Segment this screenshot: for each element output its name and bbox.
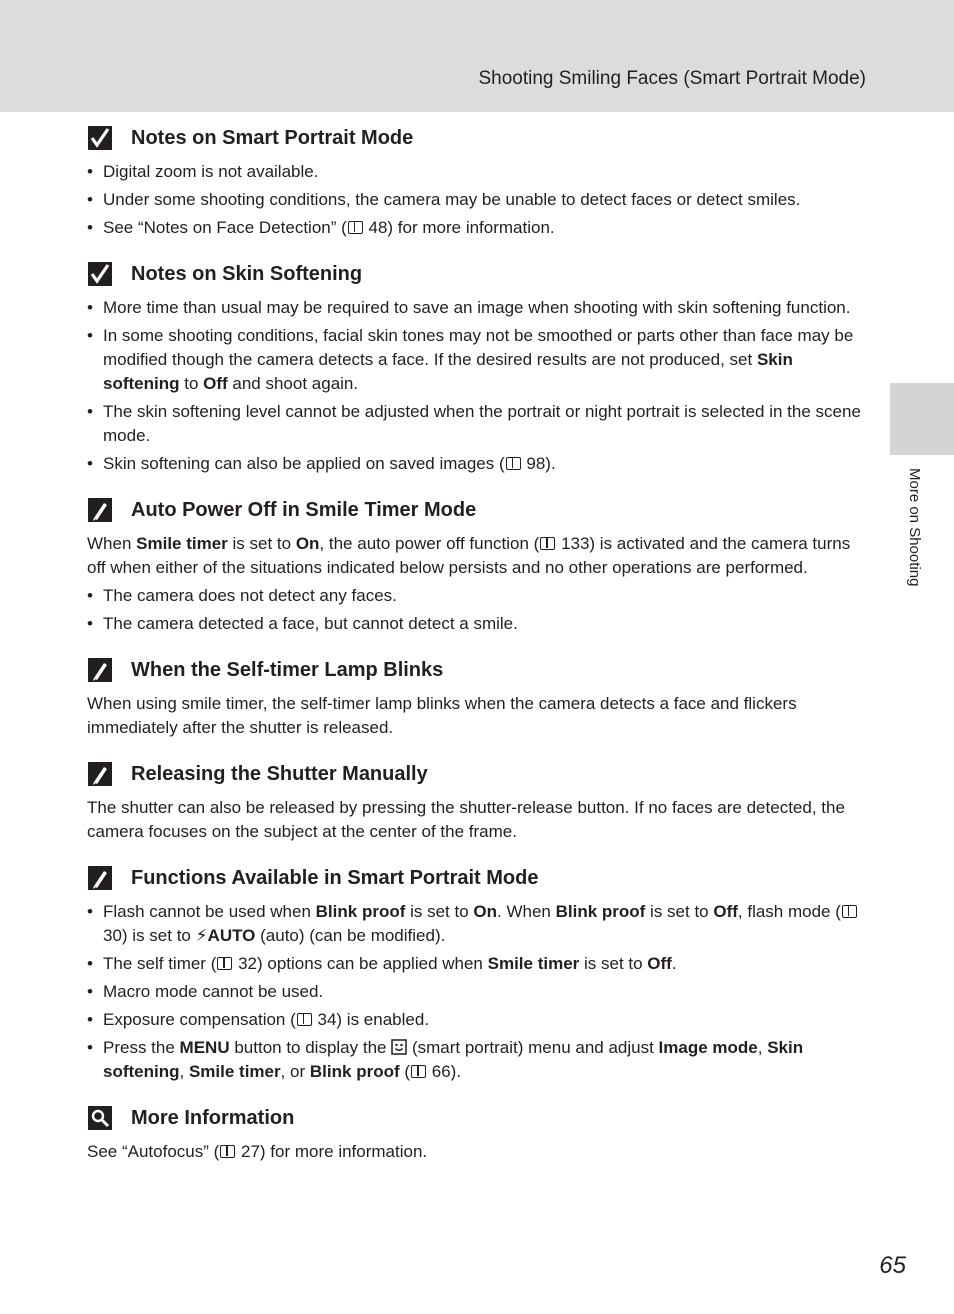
page-number: 65 bbox=[879, 1252, 906, 1279]
list-item: • The camera detected a face, but cannot detect a smile. bbox=[87, 612, 867, 636]
book-reference-icon bbox=[842, 905, 857, 918]
list-item: • See “Notes on Face Detection” ( 48) for more information. bbox=[87, 216, 867, 240]
paragraph: When using smile timer, the self-timer lamp blinks when the camera detects a face and flickers immediately after the shutter is released. bbox=[87, 694, 797, 737]
smart-portrait-icon bbox=[391, 1038, 407, 1057]
section-title: More Information bbox=[131, 1106, 295, 1129]
list-item: • Flash cannot be used when Blink proof is set to On. When Blink proof is set to Off, flash mode ( 30) is set to ⚡AUTO (auto) (can be modified). bbox=[87, 900, 867, 948]
book-reference-icon bbox=[220, 1145, 235, 1158]
checkmark-note-icon bbox=[87, 125, 113, 151]
paragraph: When Smile timer is set to On, the auto power off function ( 133) is activated and the camera turns off when either of the situations indicated below persists and no other operations are performed. bbox=[87, 534, 851, 577]
book-reference-icon bbox=[348, 221, 363, 234]
menu-button-icon: MENU bbox=[179, 1038, 230, 1057]
page-content bbox=[87, 120, 867, 1168]
paragraph: See “Autofocus” ( 27) for more information. bbox=[87, 1142, 428, 1161]
section-title: Notes on Smart Portrait Mode bbox=[131, 126, 414, 149]
flash-auto-icon: ⚡AUTO bbox=[195, 926, 256, 945]
list-item: • Press the MENU button to display the (smart portrait) menu and adjust Image mode, Skin softening, Smile timer, or Blink proof ( 66). bbox=[87, 1036, 867, 1084]
section-auto-power-off bbox=[87, 492, 867, 636]
pencil-note-icon bbox=[87, 865, 113, 891]
list-item: • Skin softening can also be applied on saved images ( 98). bbox=[87, 452, 867, 476]
section-more-information bbox=[87, 1100, 867, 1164]
pencil-note-icon bbox=[87, 657, 113, 683]
section-self-timer-lamp bbox=[87, 652, 867, 740]
pencil-note-icon bbox=[87, 761, 113, 787]
section-releasing-shutter bbox=[87, 756, 867, 844]
section-title: Auto Power Off in Smile Timer Mode bbox=[131, 498, 477, 521]
list-item: • The skin softening level cannot be adjusted when the portrait or night portrait is selected in the scene mode. bbox=[87, 400, 867, 448]
section-skin-softening-notes bbox=[87, 256, 867, 476]
section-title: Releasing the Shutter Manually bbox=[131, 762, 428, 785]
book-reference-icon bbox=[506, 457, 521, 470]
header-title: Shooting Smiling Faces (Smart Portrait Mode) bbox=[478, 68, 866, 89]
section-functions-available bbox=[87, 860, 867, 1084]
section-smart-portrait-notes bbox=[87, 120, 867, 240]
checkmark-note-icon bbox=[87, 261, 113, 287]
section-title: Notes on Skin Softening bbox=[131, 262, 363, 285]
section-title: When the Self-timer Lamp Blinks bbox=[131, 658, 444, 681]
list-item: • In some shooting conditions, facial skin tones may not be smoothed or parts other than face may be modified though the camera detects a face. If the desired results are not produced, set Skin softening to Off and shoot again. bbox=[87, 324, 867, 396]
list-item: • The camera does not detect any faces. bbox=[87, 584, 867, 608]
paragraph: The shutter can also be released by pressing the shutter-release button. If no faces are detected, the camera focuses on the subject at the center of the frame. bbox=[87, 798, 845, 841]
list-item: • Digital zoom is not available. bbox=[87, 160, 867, 184]
list-item: • Macro mode cannot be used. bbox=[87, 980, 867, 1004]
magnifier-note-icon bbox=[87, 1105, 113, 1131]
chapter-tab-label: More on Shooting bbox=[906, 468, 923, 587]
list-item: • Exposure compensation ( 34) is enabled. bbox=[87, 1008, 867, 1032]
list-item: • More time than usual may be required to save an image when shooting with skin softening function. bbox=[87, 296, 867, 320]
section-title: Functions Available in Smart Portrait Mode bbox=[131, 866, 539, 889]
book-reference-icon bbox=[297, 1013, 312, 1026]
page-header bbox=[0, 0, 954, 112]
list-item: • The self timer ( 32) options can be applied when Smile timer is set to Off. bbox=[87, 952, 867, 976]
pencil-note-icon bbox=[87, 497, 113, 523]
book-reference-icon bbox=[217, 957, 232, 970]
list-item: • Under some shooting conditions, the camera may be unable to detect faces or detect smiles. bbox=[87, 188, 867, 212]
book-reference-icon bbox=[411, 1065, 426, 1078]
chapter-tab bbox=[890, 383, 954, 455]
book-reference-icon bbox=[540, 537, 555, 550]
